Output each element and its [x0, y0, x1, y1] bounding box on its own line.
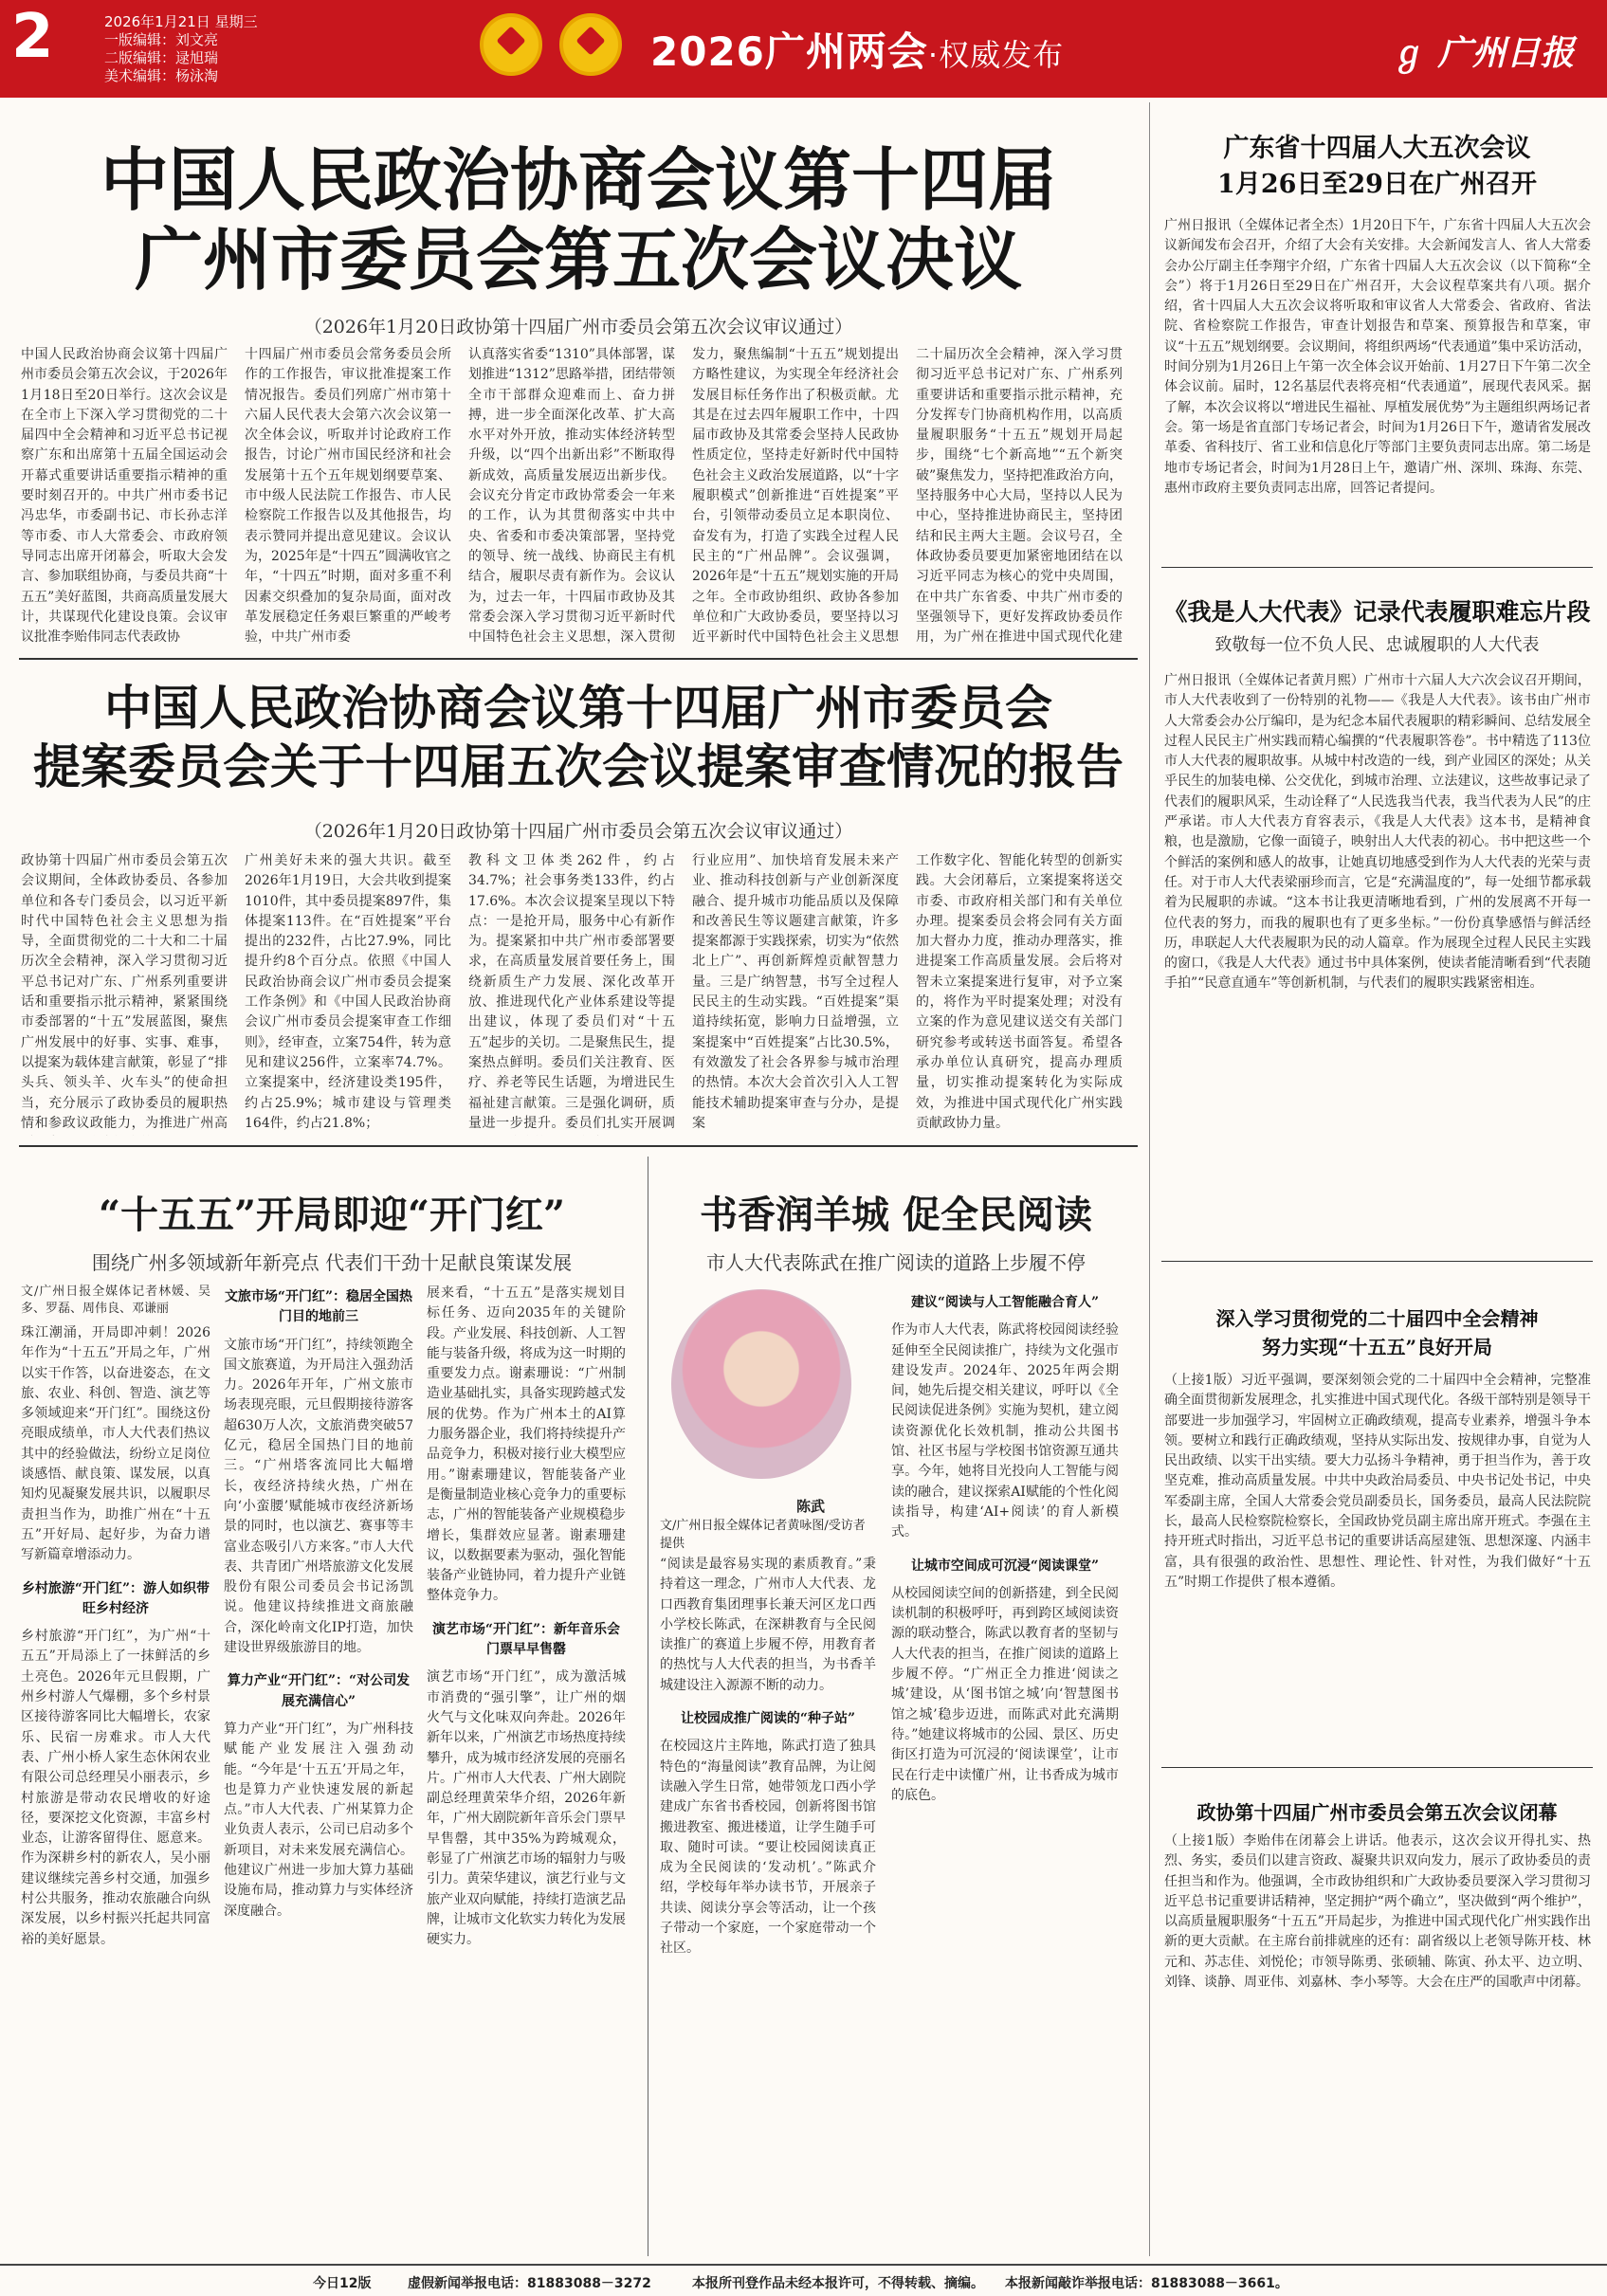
photo-caption: 文/广州日报全媒体记者黄咏图/受访者提供: [660, 1519, 866, 1551]
article3-section-heading: 文旅市场“开门红”：稳居全国热门目的地前三: [224, 1289, 413, 1325]
article7-headline: [1161, 1304, 1593, 1361]
article3-headline: “十五五”开局即迎“开门红”: [98, 1193, 566, 1237]
article4-section-heading: 让校园成推广阅读的“种子站”: [680, 1711, 856, 1727]
article5-body: 广州日报讯（全媒体记者全杰）1月20日下午，广东省十四届人大五次会议新闻发布会召开，介绍了大会有关安排。大会新闻发言人、省人大常委会办公厅副主任李翔宇介绍，广东省十四届人大五次会议（以下简称“全会”）将于1月26日至29日在广州召开，大会议程草案共有八项。据介绍，省十四届人大五次会议将听取和审议省人大常委会、省政府、省法院、省检察院工作报告，审查计划报告和草案、预算报告和草案，审议“十五五”规划纲要。会议期间，将组织两场“代表通道”集中采访活动，时间分别为1月26日上午第一次全体会议开始前、1月27日下午第二次全体会议前。届时，12名基层代表将亮相“代表通道”，展现代表风采。据了解，本次会议将以“增进民生福祉、厚植发展优势”为主题组织两场记者会。第一场是省直部门专场记者会，时间为1月26日下午，邀请省发展改革委、省科技厅、省工业和信息化厅等部门主要负责同志出席。第二场是地市专场记者会，时间为1月28日上午，邀请广州、深圳、珠海、东莞、惠州市政府主要负责同志出席，回答记者提问。: [1164, 218, 1591, 496]
article1-headline: [19, 140, 1138, 300]
article8-body: （上接1版）李贻伟在闭幕会上讲话。他表示，这次会议开得扎实、热烈、务实，委员们以建言资政、凝聚共识双向发力，展示了政协委员的责任担当和作为。他强调，全市政协组织和广大政协委员要深入学习贯彻习近平总书记重要讲话精神，坚定拥护“两个确立”，坚决做到“两个维护”，以高质量履职服务“十五五”开局起步，为推进中国式现代化广州实践作出新的更大贡献。在主席台前排就座的还有：副省级以上老领导陈开枝、林元和、苏志佳、刘悦伦；市领导陈勇、张硕辅、陈寅、孙太平、边立明、刘锋、谈静、周亚伟、刘嘉林、李小琴等。大会在庄严的国歌声中闭幕。: [1164, 1833, 1591, 1991]
article1-col-3: 认真落实省委“1310”具体部署，谋划推进“1312”思路举措，团结带领全市干部群众迎难而上、奋力拼搏，进一步全面深化改革、扩大高水平对外开放，推动实体经济转型升级，以“四个出新出彩”不断取得新成效，高质量发展迈出新步伐。会议充分肯定市政协常委会一年来的工作，认为其贯彻落实中共中央、省委和市委决策部署，坚持党的领导、统一战线、协商民主有机结合，履职尽责有新作为。会议认为，过去一年，十四届市政协及其常委会深入学习贯彻习近平新时代中国特色社会主义思想，深入贯彻: [468, 347, 675, 646]
article3-section-heading: 算力产业“开门红”：“对公司发展充满信心”: [227, 1673, 411, 1709]
article3-col-1: [21, 1284, 210, 2250]
article1-headline-line2: 广州市委员会第五次会议决议: [134, 219, 1022, 300]
article4-headline: 书香润羊城 促全民阅读: [700, 1193, 1092, 1237]
article3-col-3: [427, 1284, 626, 2250]
article1-col-2: 十四届广州市委员会常务委员会所作的工作报告，审议批准提案工作情况报告。委员们列席广州市第十六届人民代表大会第六次会议第一次全体会议，听取并讨论政府工作报告，讨论广州市国民经济和社会发展第十五个五年规划纲要草案、市中级人民法院工作报告、市人民检察院工作报告以及其他报告，均表示赞同并提出意见建议。会议认为，2025年是“十四五”圆满收官之年，“十四五”时期，面对多重不利因素交织叠加的复杂局面，面对改革发展稳定任务艰巨繁重的严峻考验，中共广州市委: [245, 347, 451, 646]
masthead-title-main: 2026广州两会: [650, 28, 928, 75]
newspaper-logo: [1392, 27, 1575, 75]
article4-text-1b: 在校园这片主阵地，陈武打造了独具特色的“海量阅读”教育品牌，为让阅读融入学生日常，她带领龙口西小学建成广东省书香校园，创新将图书馆搬进教室、搬进楼道，让学生随手可取、随时可读。“要让校园阅读真正成为全民阅读的‘发动机’。”陈武介绍，学校每年举办读书节，开展亲子共读、阅读分享会等活动，让一个孩子带动一个家庭，一个家庭带动一个社区。: [660, 1739, 876, 1957]
logo-mark-icon: ℊ: [1392, 33, 1438, 73]
page-footer: [0, 2264, 1607, 2296]
article2-col-3: 教科文卫体类262件，约占34.7%；社会事务类133件，约占17.6%。本次会议提案呈现以下特点：一是抢开局，服务中心有新作为。提案紧扣中共广州市委部署要求，在高质量发展首要任务上，围绕新质生产力发展、深化改革开放、推进现代化产业体系建设等提出建议，体现了委员们对“十五五”起步的关切。二是聚焦民生，提案热点鲜明。委员们关注教育、医疗、养老等民生话题，为增进民生福祉建言献策。三是强化调研，质量进一步提升。委员们扎实开展调: [468, 853, 675, 1131]
article4-section-heading: 建议“阅读与人工智能融合育人”: [910, 1295, 1100, 1310]
article5-headline-line2: 1月26日至29日在广州召开: [1217, 170, 1537, 199]
article1-subtitle: （2026年1月20日政协第十四届广州市委员会第五次会议审议通过）: [303, 317, 853, 337]
edition-meta: [104, 13, 258, 85]
editor-line-1: 一版编辑：刘文亮: [104, 31, 219, 48]
photo-name-label: 陈武: [796, 1498, 826, 1515]
article4-col-1: [660, 1555, 876, 2252]
article4-subtitle: 市人大代表陈武在推广阅读的道路上步履不停: [706, 1251, 1086, 1274]
article5-headline: [1161, 131, 1593, 203]
article3-section-heading: 演艺市场“开门红”：新年音乐会门票早早售罄: [431, 1621, 621, 1658]
footer-notice: 本报所刊登作品未经本报许可，不得转载、摘编。: [692, 2276, 984, 2291]
footer-report: 本报新闻敲诈举报电话：81883088－3661。: [1005, 2276, 1288, 2291]
article3-col-2: [224, 1284, 413, 2250]
article5-headline-line1: 广东省十四届人大五次会议: [1223, 134, 1531, 163]
article4-text-2b: 从校园阅读空间的创新搭建，到全民阅读机制的积极呼吁，再到跨区域阅读资源的联动整合，陈武以教育者的坚韧与人大代表的担当，在推广阅读的道路上步履不停。“广州正全力推进‘阅读之城’建设，从‘图书馆之城’向‘智慧图书馆之城’稳步迈进，而陈武对此充满期待。”她建议将城市的公园、景区、历史街区打造为可沉浸的‘阅读课堂’，让市民在行走中读懂广州，让书香成为城市的底色。: [891, 1585, 1119, 1803]
article1-col-5: 二十届历次全会精神，深入学习贯彻习近平总书记对广东、广州系列重要讲话和重要指示批示精神，充分发挥专门协商机构作用，以高质量履职服务“十五五”规划开局起步，围绕“七个新高地”“五个新突破”聚焦发力，坚持把准政治方向，坚持服务中心大局，坚持以人民为中心，坚持推进协商民主，坚持团结和民主两大主题。会议号召，全体政协委员要更加紧密地团结在以习近平同志为核心的党中央周围，在中共广东省委、中共广州市委的坚强领导下，更好发挥政协委员作用，为广州在推进中国式现代化建: [916, 347, 1123, 646]
article2-col-2: 广州美好未来的强大共识。截至2026年1月19日，大会共收到提案1010件，其中委员提案897件，集体提案113件。在“百姓提案”平台提出的232件，占比27.9%，同比提升约8个百分点。依照《中国人民政治协商会议广州市委员会提案工作条例》和《中国人民政治协商会议广州市委员会提案审查工作细则》，经审查，立案754件，转为意见和建议256件，立案率74.7%。立案提案中，经济建设类195件，约占25.9%；城市建设与管理类164件，约占21.8%；: [245, 853, 451, 1131]
article4-text-1: “阅读是最容易实现的素质教育。”秉持着这一理念，广州市人大代表、龙口西教育集团理事长兼天河区龙口西小学校长陈武，在深耕教育与全民阅读推广的赛道上步履不停，用教育者的热忱与人大代表的担当，为书香羊城建设注入源源不断的动力。: [660, 1557, 876, 1693]
editor-line-2: 二版编辑：逯旭瑞: [104, 49, 219, 66]
portrait-photo: [671, 1289, 851, 1479]
article3-text-3: 展来看，“十五五”是落实规划目标任务、迈向2035年的关键阶段。产业发展、科技创新、人工智能与装备升级，将成为这一时期的重要发力点。谢素珊说：“广州制造业基础扎实，具备实现跨越式发展的优势。作为广州本土的AI算力服务器企业，我们将持续提升产品竞争力，积极对接行业大模型应用。”谢素珊建议，智能装备产业是衡量制造业核心竞争力的重要标志，广州的智能装备产业规模稳步增长，集群效应显著。谢素珊建议，以数据要素为驱动，强化智能装备产业链协同，着力提升产业链整体竞争力。: [427, 1285, 626, 1604]
divider: [19, 1145, 1138, 1147]
article1-col-4: 发力，聚焦编制“十五五”规划提出方略性建议，为实现全年经济社会发展目标任务作出了积极贡献。尤其是在过去四年履职工作中，十四届市政协及其常委会坚持人民政协性质定位，坚持走好新时代中国特色社会主义政治发展道路，以“十字履职模式”创新推进“百姓提案”平台，引领带动委员立足本职岗位、奋发有为，打造了实践全过程人民民主的“广州品牌”。会议强调，2026年是“十五五”规划实施的开局之年。全市政协组织、政协各参加单位和广大政协委员，要坚持以习近平新时代中国特色社会主义思想: [692, 347, 899, 646]
footer-hotline: 虚假新闻举报电话：81883088－3272: [408, 2276, 651, 2291]
article4-section-heading: 让城市空间成可沉浸“阅读课堂”: [910, 1558, 1100, 1574]
article2-col-4: 行业应用”、加快培育发展未来产业、推动科技创新与产业创新深度融合、提升城市功能品质以及保障和改善民生等议题建言献策，许多提案都源于实践探索，切实为“依然北上广”、再创新辉煌贡献智慧力量。三是广纳智慧，书写全过程人民民主的生动实践。“百姓提案”渠道持续拓宽，影响力日益增强，立案提案中“百姓提案”占比30.5%，有效激发了社会各界参与城市治理的热情。本次大会首次引入人工智能技术辅助提案审查与分办，是提案: [692, 853, 899, 1131]
article6-headline: 《我是人大代表》记录代表履职难忘片段: [1163, 598, 1591, 626]
divider: [1161, 1767, 1593, 1768]
divider: [19, 658, 1138, 660]
article3-byline: 文/广州日报全媒体记者林媛、吴多、罗磊、周伟良、邓谦丽: [21, 1285, 210, 1316]
article2-subtitle: （2026年1月20日政协第十四届广州市委员会第五次会议审议通过）: [303, 821, 853, 842]
article7-headline-line2: 努力实现“十五五”良好开局: [1261, 1336, 1492, 1358]
article3-text-1b: 乡村旅游“开门红”，为广州“十五五”开局添上了一抹鲜活的乡土亮色。2026年元旦假期，广州乡村游人气爆棚，多个乡村景区接待游客同比大幅增长，农家乐、民宿一房难求。市人大代表、广州小桥人家生态休闲农业有限公司总经理吴小丽表示，乡村旅游是带动农民增收的好途径，要深挖文化资源，丰富乡村业态，让游客留得住、愿意来。作为深耕乡村的新农人，吴小丽建议继续完善乡村交通，加强乡村公共服务，推动农旅融合向纵深发展，以乡村振兴托起共同富裕的美好愿景。: [21, 1629, 210, 1947]
national-emblem-icon: [480, 13, 542, 76]
article3-text-1: 珠江潮涌，开局即冲刺！2026年作为“十五五”开局之年，广州以实干作答，以奋进姿态，在文旅、农业、科创、智造、演艺等多领域迎来“开门红”。围绕这份亮眼成绩单，市人大代表们热议其中的经验做法，纷纷立足岗位谈感悟、献良策、谋发展，以真知灼见凝聚发展共识，以履职尽责担当作为，助推广州在“十五五”开好局、起好步，为奋力谱写新篇章增添动力。: [21, 1325, 210, 1563]
article3-text-2b: 算力产业“开门红”，为广州科技赋能产业发展注入强劲动能。“今年是‘十五五’开局之年，也是算力产业快速发展的新起点。”市人大代表、广州某算力企业负责人表示，公司已启动多个新项目，对未来发展充满信心。他建议广州进一步加大算力基础设施布局，推动算力与实体经济深度融合。: [224, 1721, 413, 1919]
article4-text-2: 作为市人大代表，陈武将校园阅读经验延伸至全民阅读推广，持续为文化强市建设发声。2024年、2025年两会期间，她先后提交相关建议，呼吁以《全民阅读促进条例》实施为契机，建立阅读资源优化长效机制，推动公共图书馆、社区书屋与学校图书馆资源互通共享。今年，她将目光投向人工智能与阅读的融合，建议探索AI赋能的个性化阅读指导，构建‘AI+阅读’的育人新模式。: [891, 1322, 1119, 1540]
article1-col-1: 中国人民政治协商会议第十四届广州市委员会第五次会议，于2026年1月18日至20日举行。这次会议是在全市上下深入学习贯彻党的二十届四中全会精神和习近平总书记视察广东和出席第十五届全国运动会开幕式重要讲话重要指示精神的重要时刻召开的。中共广州市委书记冯忠华，市委副书记、市长孙志洋等市委、市人大常委会、市政府领导同志出席开闭幕会，听取大会发言、参加联组协商，与委员共商“十五五”美好蓝图，共商高质量发展大计，共谋现代化建设良策。会议审议批准李贻伟同志代表政协: [21, 347, 228, 646]
article3-text-2: 文旅市场“开门红”，持续领跑全国文旅赛道，为开局注入强劲活力。2026年开年，广州文旅市场表现亮眼，元旦假期接待游客超630万人次，文旅消费突破57亿元，稳居全国热门目的地前三。“广州塔客流同比大幅增长，夜经济持续火热，广州在向‘小蛮腰’赋能城市夜经济新场景的同时，也以演艺、赛事等丰富业态吸引八方来客。”市人大代表、共青团广州塔旅游文化发展股份有限公司委员会书记汤凯说。他建议持续推进文商旅融合，深化岭南文化IP打造，加快建设世界级旅游目的地。: [224, 1337, 413, 1656]
article3-text-3b: 演艺市场“开门红”，成为激活城市消费的“强引擎”，让广州的烟火气与文化味双向奔赴。2026年新年以来，广州演艺市场热度持续攀升，成为城市经济发展的亮丽名片。广州市人大代表、广州大剧院副总经理黄荣华介绍，2026年新年，广州大剧院新年音乐会门票早早售罄，其中35%为跨城观众，彰显了广州演艺市场的辐射力与吸引力。黄荣华建议，演艺行业与文旅产业双向赋能，持续打造演艺品牌，让城市文化软实力转化为发展硬实力。: [427, 1669, 626, 1948]
footer-pages: 今日12版: [313, 2276, 372, 2291]
article2-headline-line1: 中国人民政治协商会议第十四届广州市委员会: [104, 680, 1052, 736]
article7-headline-line1: 深入学习贯彻党的二十届四中全会精神: [1215, 1307, 1539, 1330]
article6-body: 广州日报讯（全媒体记者黄月熙）广州市十六届人大六次会议召开期间，市人大代表收到了一份特别的礼物——《我是人大代表》。该书由广州市人大常委会办公厅编印，是为纪念本届代表履职的精彩瞬间、总结发展全过程人民民主广州实践而精心编撰的“代表履职答卷”。书中精选了113位市人大代表的履职故事。从城中村改造的一线，到产业园区的深处；从关乎民生的加装电梯、公交优化，到城市治理、立法建议，这些故事记录了代表们的履职风采，生动诠释了“人民选我当代表，我当代表为人民”的庄严承诺。市人大代表方育容表示，《我是人大代表》这本书，是精神食粮，也是激励，它像一面镜子，映射出人大代表的初心。书中把这些一个个鲜活的案例和感人的故事，让她真切地感受到作为人大代表的光荣与责任。对于市人大代表梁丽珍而言，它是“充满温度的”，每一处细节都承载着为民履职的赤诚。“这本书让我更清晰地看到，广州的发展离不开每一位代表的努力，而我的履职也有了更多坐标。”一份份真挚感悟与鲜活经历，串联起人大代表履职为民的动人篇章。作为展现全过程人民民主实践的窗口，《我是人大代表》通过书中具体案例，使读者能清晰看到“代表随手拍”“民意直通车”等创新机制，与代表们的履职实践紧密相连。: [1164, 673, 1591, 992]
article8-headline: 政协第十四届广州市委员会第五次会议闭幕: [1196, 1801, 1558, 1824]
date-line: 2026年1月21日 星期三: [104, 13, 258, 30]
divider: [1161, 1261, 1593, 1262]
article3-section-heading: 乡村旅游“开门红”：游人如织带旺乡村经济: [21, 1580, 210, 1616]
article7-body: （上接1版）习近平强调，要深刻领会党的二十届四中全会精神，完整准确全面贯彻新发展理念，扎实推进中国式现代化。各级干部特别是领导干部要进一步加强学习，牢固树立正确政绩观，提高专业素养，增强斗争本领。要树立和践行正确政绩观，坚持从实际出发、按规律办事，自觉为人民出政绩、以实干出实绩。要大力弘扬斗争精神，勇于担当作为，善于攻坚克难，推动高质量发展。中共中央政治局委员、中央书记处书记，中央军委副主席，全国人大常委会党员副委员长，国务委员，最高人民法院院长，最高人民检察院检察长，全国政协党员副主席出席开班式。李强在主持开班式时指出，习近平总书记的重要讲话高屋建瓴、思想深邃、内涵丰富，具有很强的政治性、思想性、理论性、针对性，为我们做好“十五五”时期工作提供了根本遵循。: [1164, 1373, 1591, 1590]
divider: [1161, 567, 1593, 568]
article1-headline-line1: 中国人民政治协商会议第十四届: [100, 139, 1056, 220]
article2-headline: [19, 679, 1138, 796]
masthead-title-sub: ·权威发布: [927, 37, 1065, 73]
article6-subtitle: 致敬每一位不负人民、忠诚履职的人大代表: [1214, 635, 1540, 655]
article4-col-2: [891, 1289, 1119, 2252]
editor-line-3: 美术编辑：杨泳淘: [104, 67, 219, 84]
article2-col-1: 政协第十四届广州市委员会第五次会议期间，全体政协委员、各参加单位和各专门委员会，以习近平新时代中国特色社会主义思想为指导，全面贯彻党的二十大和二十届历次全会精神，深入学习贯彻习近平总书记对广东、广州系列重要讲话和重要指示批示精神，紧紧围绕市委部署的“十五”发展蓝图，聚焦广州发展中的好事、实事、难事，以提案为载体建言献策，彰显了“排头兵、领头羊、火车头”的使命担当，充分展示了政协委员的履职热情和参政议政能力，为推进广州高: [21, 853, 228, 1131]
article3-subtitle: 围绕广州多领域新年新亮点 代表们干劲十足献良策谋发展: [91, 1251, 573, 1274]
cppcc-emblem-icon: [559, 13, 622, 76]
article2-col-5: 工作数字化、智能化转型的创新实践。大会闭幕后，立案提案将送交市委、市政府相关部门和有关单位办理。提案委员会将会同有关方面加大督办力度，推动办理落实，推进提案工作高质量发展。会后将对智未立案提案进行复审，对予立案的，将作为平时提案处理；对没有立案的作为意见建议送交有关部门研究参考或转送书面答复。希望各承办单位认真研究，提高办理质量，切实推动提案转化为实际成效，为推进中国式现代化广州实践贡献政协力量。: [916, 853, 1123, 1131]
masthead-title: [650, 21, 1064, 78]
page-number: 2: [11, 2, 54, 72]
sidebar-divider: [1149, 102, 1150, 2256]
logo-text: 广州日报: [1437, 33, 1575, 73]
article2-headline-line2: 提案委员会关于十四届五次会议提案审查情况的报告: [33, 738, 1123, 794]
